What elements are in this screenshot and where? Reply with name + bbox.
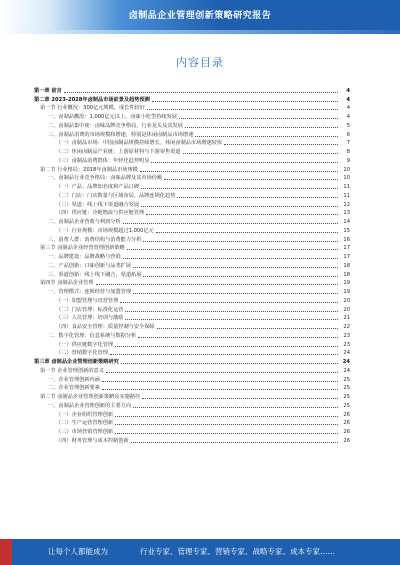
- toc-leader-dots: [157, 328, 338, 329]
- toc-leader-dots: [147, 109, 338, 110]
- toc-entry-text: （三）市场营销管理创新: [56, 429, 114, 435]
- toc-leader-dots: [125, 319, 338, 320]
- toc-page-number: 12: [343, 201, 350, 208]
- toc-page-number: 10: [343, 175, 350, 182]
- toc-leader-dots: [123, 258, 338, 259]
- toc-leader-dots: [141, 188, 338, 189]
- toc-entry[interactable]: [34, 296, 350, 305]
- toc-entry-text: 二、数字化管理：信息系统与数据分析: [48, 332, 137, 339]
- toc-page-number: 11: [343, 192, 350, 199]
- toc-entry-text: 一、卤制品行业竞争格局：卤味品牌及其市场份额: [48, 175, 163, 182]
- toc-page-number: 15: [343, 227, 350, 234]
- toc-entry[interactable]: [34, 331, 350, 340]
- page-footer: [0, 539, 400, 565]
- toc-entry[interactable]: [34, 270, 350, 279]
- page-header: [0, 0, 400, 30]
- toc-entry[interactable]: [34, 375, 350, 384]
- toc-entry[interactable]: [34, 366, 350, 375]
- toc-leader-dots: [115, 416, 338, 417]
- toc-entry-text: （二）门店管理：标准化运营: [56, 306, 124, 313]
- toc-entry[interactable]: [34, 410, 350, 419]
- toc-entry-text: （二）营销数字化管理: [56, 350, 108, 357]
- toc-entry-text: （一）产品：品牌知名度和产品口碑: [56, 184, 140, 190]
- toc-entry[interactable]: [34, 209, 350, 218]
- toc-entry-text: 三、卤制品消费的市场规模和增速，特别是休闲卤制品市场增速: [48, 131, 194, 138]
- toc-page-number: 10: [343, 166, 350, 173]
- toc-page-number: 4: [346, 87, 350, 94]
- footer-slogan-right: 行业专家、管理专家、营销专家、战略专家、成本专家……: [140, 547, 335, 556]
- toc-page-number: 22: [343, 324, 350, 330]
- footer-slogan-left: 让每个人都能成为: [48, 547, 108, 556]
- toc-entry-text: （二）门店：门店数量与区域布局，品牌连锁化趋势: [56, 192, 176, 199]
- toc-entry[interactable]: [34, 244, 350, 253]
- toc-entry-text: 三、消费人群：消费结构与消费能力分析: [48, 236, 142, 243]
- toc-entry[interactable]: [34, 226, 350, 235]
- toc-entry-text: （四）财务管理与成本控制创新: [56, 437, 129, 444]
- toc-leader-dots: [156, 232, 338, 233]
- toc-entry-text: 第二节 卤制品企业管理创新策略及实施路径: [40, 394, 141, 400]
- toc-page-number: 26: [343, 429, 350, 435]
- toc-page-number: 23: [343, 341, 350, 348]
- toc-leader-dots: [143, 241, 338, 242]
- toc-page-number: 24: [343, 367, 350, 374]
- toc-entry[interactable]: [34, 139, 350, 148]
- toc-page-number: 24: [342, 359, 350, 365]
- toc-leader-dots: [120, 302, 338, 303]
- toc-entry-text: （二）休闲卤制品产业链：上游原材料与下游零售渠道: [56, 149, 181, 155]
- toc-page-number: 25: [343, 385, 350, 392]
- toc-leader-dots: [133, 267, 338, 268]
- toc-entry[interactable]: [34, 104, 350, 113]
- toc-page-number: 8: [346, 149, 350, 155]
- toc-page-number: 20: [343, 306, 350, 313]
- toc-leader-dots: [141, 206, 338, 207]
- toc-entry-text: （三）卤制品消费群体：年轻化趋势明显: [56, 157, 150, 164]
- toc-page-number: 14: [343, 219, 350, 225]
- toc-entry-text: （一）供应链数字化管理: [56, 341, 114, 348]
- toc-leader-dots: [164, 179, 338, 180]
- toc-leader-dots: [185, 127, 338, 128]
- toc-leader-dots: [106, 372, 338, 373]
- toc-page-number: 17: [343, 254, 350, 260]
- toc-leader-dots: [125, 311, 338, 312]
- toc-entry-text: （三）渠道：线上线下渠道融合发展: [56, 201, 140, 208]
- toc-entry[interactable]: [34, 314, 350, 323]
- toc-entry[interactable]: [34, 182, 350, 191]
- toc-entry[interactable]: [34, 174, 350, 183]
- toc-entry-text: 一、管理模式：连锁经营与加盟管理: [48, 289, 132, 295]
- toc-entry-text: 第一节 行业概况：300亿元规模，成长性较好: [40, 105, 145, 112]
- toc-page-number: 18: [343, 262, 350, 269]
- toc-entry-text: （四）食品安全管理：质量控制与安全保障: [56, 324, 155, 330]
- toc-entry[interactable]: [34, 357, 350, 366]
- toc-entry[interactable]: [34, 121, 350, 130]
- toc-leader-dots: [133, 407, 338, 408]
- toc-entry[interactable]: [34, 261, 350, 270]
- toc-entry[interactable]: [34, 252, 350, 261]
- toc-page-number: 20: [343, 297, 350, 304]
- toc-entry[interactable]: [34, 95, 350, 104]
- toc-page-number: 18: [343, 271, 350, 278]
- toc-entry-text: （二）生产运营管理创新: [56, 420, 114, 427]
- toc-leader-dots: [140, 171, 338, 172]
- toc-page-number: 21: [343, 315, 350, 322]
- toc-entry[interactable]: [34, 235, 350, 244]
- toc-page-number: 25: [343, 376, 350, 383]
- toc-leader-dots: [224, 144, 338, 145]
- toc-entry[interactable]: [34, 427, 350, 436]
- toc-entry[interactable]: [34, 191, 350, 200]
- toc-entry[interactable]: [34, 384, 350, 393]
- toc-page-number: 25: [343, 402, 350, 409]
- toc-page-number: 23: [343, 332, 350, 339]
- toc-leader-dots: [146, 214, 338, 215]
- toc-entry[interactable]: [34, 392, 350, 401]
- toc-leader-dots: [133, 293, 338, 294]
- toc-entry[interactable]: [34, 147, 350, 156]
- toc-entry[interactable]: [34, 200, 350, 209]
- toc-entry-text: （一）加盟管理与直营管理: [56, 297, 119, 304]
- toc-entry-text: 二、企业管理创新要素: [48, 385, 100, 392]
- toc-entry-text: 第二章 2023-2028年卤制品市场前景及趋势预测: [34, 96, 150, 103]
- toc-page-number: 16: [343, 236, 350, 243]
- toc-page-number: 9: [346, 157, 350, 164]
- toc-page-number: 26: [343, 411, 350, 418]
- toc-leader-dots: [115, 433, 338, 434]
- toc-leader-dots: [115, 424, 338, 425]
- footer-accent: [0, 539, 12, 565]
- toc-entry-text: 二、卤制品企业营收与利润分析: [48, 219, 121, 225]
- toc-heading: 内容目录: [176, 56, 224, 69]
- toc-leader-dots: [183, 153, 338, 154]
- toc-entry-text: （四）供应链：冷链物流与供应链管理: [56, 210, 145, 217]
- toc-leader-dots: [195, 136, 338, 137]
- toc-entry-text: 第三节 卤制品企业经营管理创新策略: [40, 245, 125, 252]
- toc-entry-text: 第一章 前言: [34, 87, 62, 94]
- toc-leader-dots: [152, 101, 338, 102]
- toc-entry[interactable]: [34, 156, 350, 165]
- toc-leader-dots: [102, 381, 338, 382]
- table-of-contents: [34, 86, 350, 445]
- toc-entry-text: 一、卤制品概况：1,000亿元以上，卤味小吃型持续发展: [48, 114, 177, 120]
- toc-page-number: 26: [343, 420, 350, 427]
- toc-entry[interactable]: [34, 401, 350, 410]
- toc-entry-text: 第四节 卤制品企业管理: [40, 280, 94, 287]
- toc-leader-dots: [123, 223, 338, 224]
- toc-page-number: 4: [346, 105, 350, 112]
- toc-entry[interactable]: [34, 287, 350, 296]
- toc-entry-text: 一、企业管理创新内涵: [48, 376, 100, 383]
- toc-entry[interactable]: [34, 305, 350, 314]
- toc-page-number: 17: [343, 245, 350, 252]
- toc-page-number: 19: [343, 280, 350, 287]
- toc-page-number: 11: [343, 184, 350, 190]
- toc-entry-text: 二、产品创新：口味创新与品类扩展: [48, 262, 132, 269]
- toc-leader-dots: [151, 162, 338, 163]
- toc-page-number: 19: [343, 289, 350, 295]
- toc-entry[interactable]: [34, 436, 350, 445]
- toc-entry-text: （一）企业组织管理创新: [56, 411, 114, 418]
- toc-leader-dots: [127, 249, 338, 250]
- toc-page-number: 7: [346, 140, 350, 147]
- toc-leader-dots: [138, 337, 338, 338]
- toc-leader-dots: [102, 389, 338, 390]
- toc-entry-text: 一、品牌建设：品牌战略与营销: [48, 254, 121, 260]
- toc-entry[interactable]: [34, 86, 350, 95]
- toc-entry[interactable]: [34, 340, 350, 349]
- toc-leader-dots: [96, 284, 338, 285]
- toc-entry[interactable]: [34, 349, 350, 358]
- toc-entry-text: 第三章 卤制品企业管理创新策略研究: [34, 359, 119, 365]
- toc-entry[interactable]: [34, 217, 350, 226]
- toc-page-number: 4: [346, 114, 350, 120]
- toc-entry-text: （三）人员管理：培训与激励: [56, 315, 124, 322]
- toc-entry-text: 一、卤制品企业管理创新的主要方向: [48, 402, 132, 409]
- toc-leader-dots: [64, 92, 338, 93]
- toc-leader-dots: [142, 398, 338, 399]
- toc-leader-dots: [177, 197, 338, 198]
- toc-page-number: 26: [343, 437, 350, 444]
- toc-leader-dots: [131, 442, 338, 443]
- toc-entry[interactable]: [34, 322, 350, 331]
- toc-leader-dots: [179, 118, 338, 119]
- header-band: [0, 30, 400, 34]
- toc-leader-dots: [115, 346, 338, 347]
- toc-entry[interactable]: [34, 279, 350, 288]
- toc-entry[interactable]: [34, 419, 350, 428]
- toc-entry[interactable]: [34, 112, 350, 121]
- toc-page-number: 6: [346, 131, 350, 138]
- toc-entry-text: 二、卤制品集中度：卤味品牌竞争格局，行业龙头及其发展: [48, 122, 183, 129]
- toc-page-number: 24: [343, 350, 350, 357]
- toc-page-number: 13: [343, 210, 350, 217]
- toc-entry-text: 三、渠道创新：线上线下融合，渠道拓展: [48, 271, 142, 278]
- toc-page-number: 25: [343, 394, 350, 400]
- toc-entry-text: 第一节 企业管理创新的意义: [40, 367, 104, 374]
- toc-leader-dots: [110, 354, 338, 355]
- toc-entry[interactable]: [34, 130, 350, 139]
- toc-page-number: 5: [346, 122, 350, 129]
- toc-entry[interactable]: [34, 165, 350, 174]
- toc-page-number: 4: [346, 96, 350, 103]
- toc-entry-text: 第二节 行业格局：2018年卤制品市场规模: [40, 166, 138, 173]
- toc-entry-text: （一）卤制品市场：中国卤制品规模持续增长，休闲卤制品市场增速较快: [56, 140, 223, 147]
- toc-leader-dots: [121, 363, 338, 364]
- report-title: 卤制品企业管理创新策略研究报告: [128, 11, 272, 21]
- toc-leader-dots: [143, 276, 338, 277]
- toc-entry-text: （一）行业规模：市场规模超过1,000亿元: [56, 227, 154, 234]
